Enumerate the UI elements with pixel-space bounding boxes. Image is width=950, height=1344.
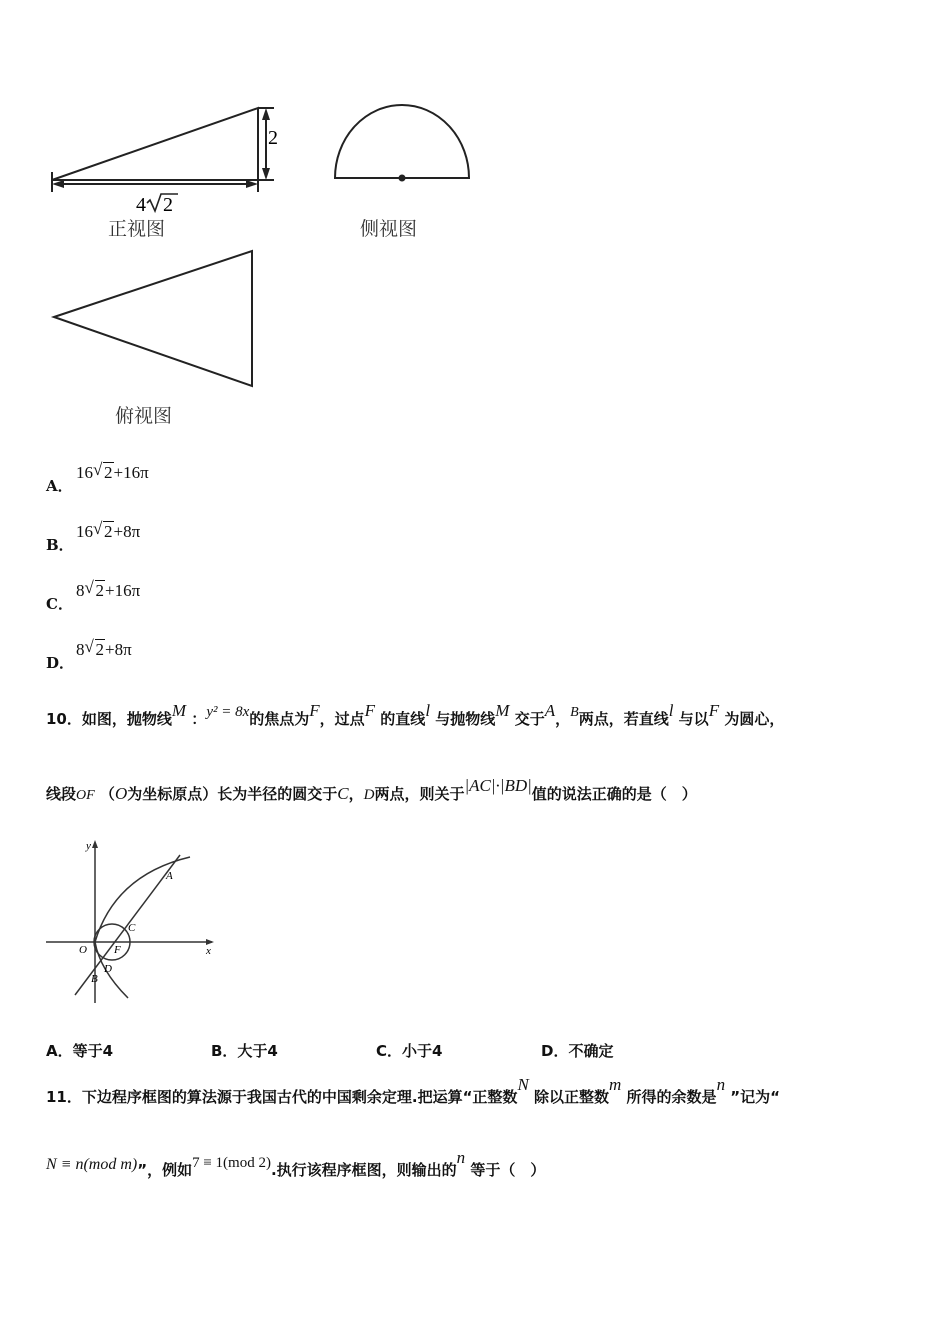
c-label: C [128, 922, 136, 934]
q11-line2: N ≡ n(mod m)”，例如7 ≡ 1(mod 2).执行该程序框图，则输出的n 等于（ ） [46, 1148, 546, 1179]
option-b-value: 16 √ 2+8π [76, 519, 141, 541]
dim-width-coeff: 4 [136, 194, 146, 216]
top-view-label: 俯视图 [115, 405, 173, 427]
side-view [335, 105, 469, 182]
front-view [52, 108, 274, 192]
option-c-value: 8 √ 2+16π [76, 578, 141, 600]
a-label: A [166, 870, 173, 882]
q11-line1: 11．下边程序框图的算法源于我国古代的中国剩余定理.把运算“正整数N 除以正整数m 所得的余数是n ”记为“ [46, 1075, 781, 1106]
b-label: B [91, 973, 98, 985]
option-d-value: 8 √ 2+8π [76, 637, 132, 659]
parabola [95, 857, 190, 998]
q10-option-c[interactable]: C．小于4 [376, 1042, 443, 1060]
dim-height: 2 [268, 127, 278, 149]
top-view [54, 251, 252, 386]
f-label: F [114, 944, 121, 956]
d-label: D [104, 963, 112, 975]
q10-option-b[interactable]: B．大于4 [211, 1042, 278, 1060]
dim-width [136, 194, 178, 216]
front-view-label: 正视图 [108, 218, 166, 240]
side-view-label: 侧视图 [360, 218, 418, 240]
q10-option-d[interactable]: D．不确定 [541, 1042, 614, 1060]
q10-line2: 线段OF （O为坐标原点）长为半径的圆交于C，D两点，则关于|AC|·|BD|值的说法正确的是（ ） [46, 776, 697, 803]
q10-graph [40, 835, 225, 1015]
y-label: y [86, 840, 91, 852]
o-label: O [79, 944, 87, 956]
dim-width-rad: 2 [163, 194, 173, 216]
q10-option-a[interactable]: A．等于4 [46, 1042, 114, 1060]
option-a-value: 16 √ 2+16π [76, 460, 149, 482]
x-label: x [206, 945, 211, 957]
q10-line1: 10．如图，抛物线M ：y² = 8x的焦点为F，过点F 的直线l 与抛物线M 交于A，B两点，若直线l 与以F 为圆心， [46, 701, 785, 728]
